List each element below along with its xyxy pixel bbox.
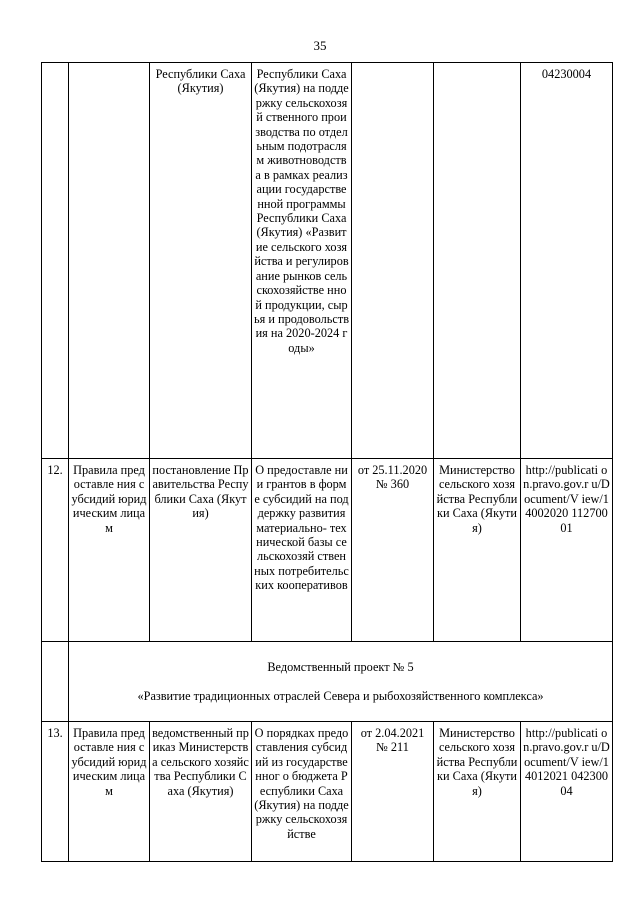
regulation-name — [69, 63, 150, 459]
document-link[interactable]: http://publicati on.pravo.gov.r u/Document/V iew/14002020 11270001 — [521, 459, 613, 642]
document-title: О порядках предоставления субсидий из государственног о бюджета Республики Саха (Якутия) на поддержку сельскохозяйстве — [252, 722, 352, 862]
section-subtitle: «Развитие традиционных отраслей Севера и рыбохозяйственного комплекса» — [137, 689, 544, 704]
section-header-row — [42, 642, 613, 722]
page-number: 35 — [313, 38, 327, 53]
section-title: Ведомственный проект № 5 — [267, 660, 414, 675]
regulation-name: Правила предоставле ния субсидий юридическим лицам — [69, 459, 150, 642]
row-number: 13. — [42, 722, 69, 862]
document-link: 04230004 — [521, 63, 613, 459]
table-row-continuation — [42, 63, 613, 459]
document-date: от 25.11.2020 № 360 — [352, 459, 434, 642]
table-row-12 — [42, 459, 613, 642]
table-row-13 — [42, 722, 613, 862]
section-number-cell — [42, 642, 69, 722]
document-date: от 2.04.2021 № 211 — [352, 722, 434, 862]
regulations-table — [41, 62, 613, 862]
document-type: Республики Саха (Якутия) — [150, 63, 252, 459]
regulation-name: Правила предоставле ния субсидий юридическим лицам — [69, 722, 150, 862]
document-title: Республики Саха (Якутия) на поддержку сельскохозяй ственного производства по отдельным подотраслям животноводства в рамках реализации государственной программы Республики Саха (Якутия) «Развитие сельского хозяйства и регулирование рынков сельскохозяйстве нной продукции, сырья и продовольствия на 2020-2024 годы» — [252, 63, 352, 459]
document-title: О предоставле нии грантов в форме субсидий на поддержку развития материально- технической базы сельскохозяй ственных потребительских кооперативов — [252, 459, 352, 642]
row-number — [42, 63, 69, 459]
document-type: постановление Правительства Республики Саха (Якутия) — [150, 459, 252, 642]
document-link[interactable]: http://publicati on.pravo.gov.r u/Document/V iew/14012021 04230004 — [521, 722, 613, 862]
document-date — [352, 63, 434, 459]
responsible-org — [434, 63, 521, 459]
responsible-org: Министерство сельского хозяйства Республики Саха (Якутия) — [434, 722, 521, 862]
section-header — [69, 642, 613, 722]
responsible-org: Министерство сельского хозяйства Республики Саха (Якутия) — [434, 459, 521, 642]
document-type: ведомственный приказ Министерства сельского хозяйства Республики Саха (Якутия) — [150, 722, 252, 862]
row-number: 12. — [42, 459, 69, 642]
